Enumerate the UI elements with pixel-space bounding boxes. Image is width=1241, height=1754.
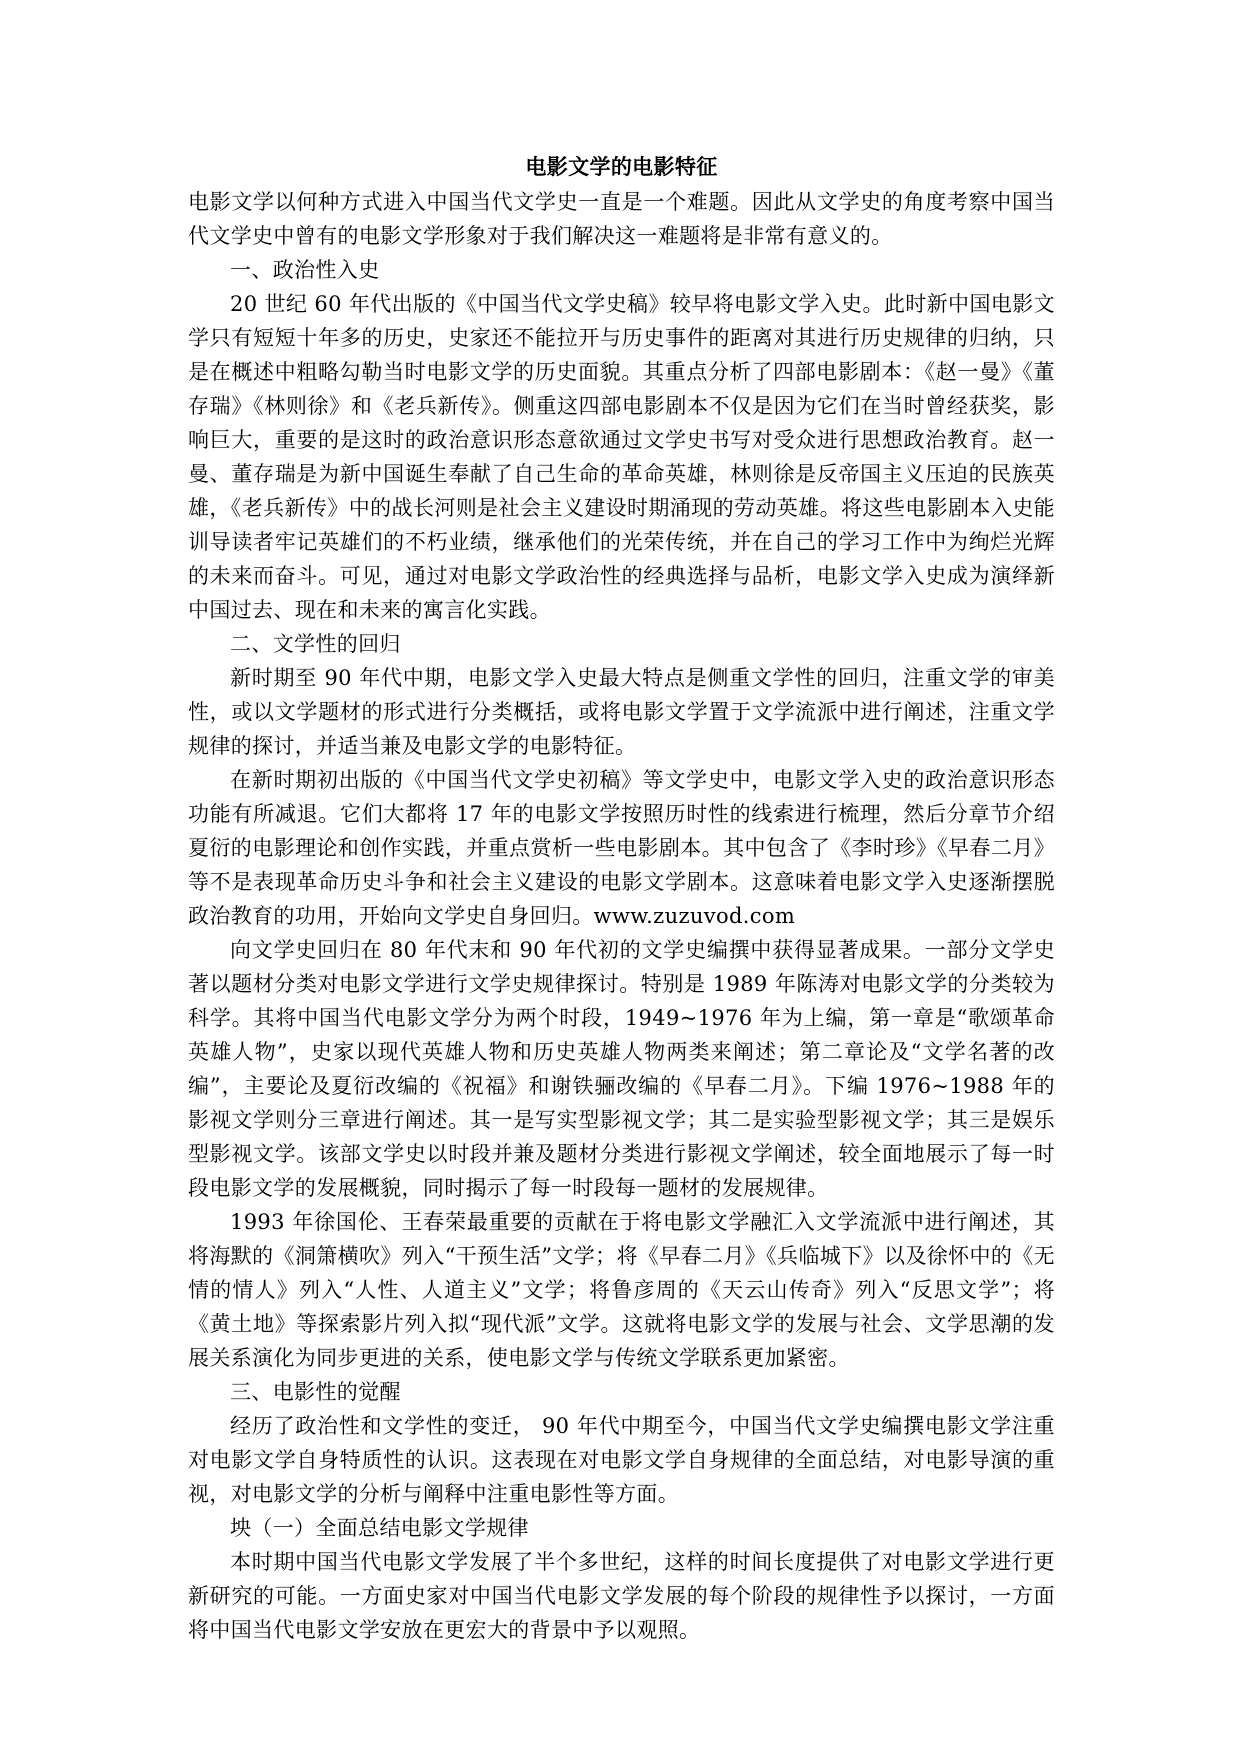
paragraph-literary-1: 新时期至 90 年代中期，电影文学入史最大特点是侧重文学性的回归，注重文学的审美性，或以文学题材的形式进行分类概括，或将电影文学置于文学流派中进行阐述，注重文学规律的探讨，并适当兼及电影文学的电影特征。 [188,666,1055,758]
subsection-heading-summary: 坱（一）全面总结电影文学规律 [230,1516,529,1540]
paragraph-literary-4: 1993 年徐国伦、王春荣最重要的贡献在于将电影文学融汇入文学流派中进行阐述，其将海默的《洞箫横吹》列入“干预生活”文学；将《早春二月》《兵临城下》以及徐怀中的《无情的情人》列入“人性、人道主义”文学；将鲁彦周的《天云山传奇》列入“反思文学”；将《黄土地》等探索影片列入拟“现代派”文学。这就将电影文学的发展与社会、文学思潮的发展关系演化为同步更进的关系，使电影文学与传统文学联系更加紧密。 [188,1210,1055,1370]
paragraph-cinematic-1: 经历了政治性和文学性的变迁， 90 年代中期至今，中国当代文学史编撰电影文学注重对电影文学自身特质性的认识。这表现在对电影文学自身规律的全面总结，对电影导演的重视，对电影文学的分析与阐释中注重电影性等方面。 [188,1414,1055,1506]
paragraph-cinematic-2: 本时期中国当代电影文学发展了半个多世纪，这样的时间长度提供了对电影文学进行更新研究的可能。一方面史家对中国当代电影文学发展的每个阶段的规律性予以探讨，一方面将中国当代电影文学安放在更宏大的背景中予以观照。 [188,1550,1055,1642]
paragraph-literary-2: 在新时期初出版的《中国当代文学史初稿》等文学史中，电影文学入史的政治意识形态功能有所减退。它们大都将 17 年的电影文学按照历时性的线索进行梳理，然后分章节介绍夏衍的电影理论和创作实践，并重点赏析一些电影剧本。其中包含了《李时珍》《早春二月》等不是表现革命历史斗争和社会主义建设的电影文学剧本。这意味着电影文学入史逐渐摆脱政治教育的功用，开始向文学史自身回归。www.zuzuvod.com [188,768,1055,928]
section-heading-political: 一、政治性入史 [230,258,380,282]
section-heading-literary: 二、文学性的回归 [230,632,401,656]
section-heading-cinematic: 三、电影性的觉醒 [230,1380,401,1404]
paragraph-literary-3: 向文学史回归在 80 年代末和 90 年代初的文学史编撰中获得显著成果。一部分文学史著以题材分类对电影文学进行文学史规律探讨。特别是 1989 年陈涛对电影文学的分类较为科学。其将中国当代电影文学分为两个时段，1949~1976 年为上编，第一章是“歌颂革命英雄人物”，史家以现代英雄人物和历史英雄人物两类来阐述；第二章论及“文学名著的改编”，主要论及夏衍改编的《祝福》和谢铁骊改编的《早春二月》。下编 1976~1988 年的影视文学则分三章进行阐述。其一是写实型影视文学；其二是实验型影视文学；其三是娱乐型影视文学。该部文学史以时段并兼及题材分类进行影视文学阐述，较全面地展示了每一时段电影文学的发展概貌，同时揭示了每一时段每一题材的发展规律。 [188,938,1055,1200]
document-title: 电影文学的电影特征 [525,154,718,179]
intro-paragraph: 电影文学以何种方式进入中国当代文学史一直是一个难题。因此从文学史的角度考察中国当代文学史中曾有的电影文学形象对于我们解决这一难题将是非常有意义的。 [188,190,1055,248]
document-page [188,150,1055,1647]
paragraph-political: 20 世纪 60 年代出版的《中国当代文学史稿》较早将电影文学入史。此时新中国电影文学只有短短十年多的历史，史家还不能拉开与历史事件的距离对其进行历史规律的归纳，只是在概述中粗略勾勒当时电影文学的历史面貌。其重点分析了四部电影剧本：《赵一曼》《董存瑞》《林则徐》和《老兵新传》。侧重这四部电影剧本不仅是因为它们在当时曾经获奖，影响巨大，重要的是这时的政治意识形态意欲通过文学史书写对受众进行思想政治教育。赵一曼、董存瑞是为新中国诞生奉献了自己生命的革命英雄，林则徐是反帝国主义压迫的民族英雄，《老兵新传》中的战长河则是社会主义建设时期涌现的劳动英雄。将这些电影剧本入史能训导读者牢记英雄们的不朽业绩，继承他们的光荣传统，并在自己的学习工作中为绚烂光辉的未来而奋斗。可见，通过对电影文学政治性的经典选择与品析，电影文学入史成为演绎新中国过去、现在和未来的寓言化实践。 [188,292,1055,622]
